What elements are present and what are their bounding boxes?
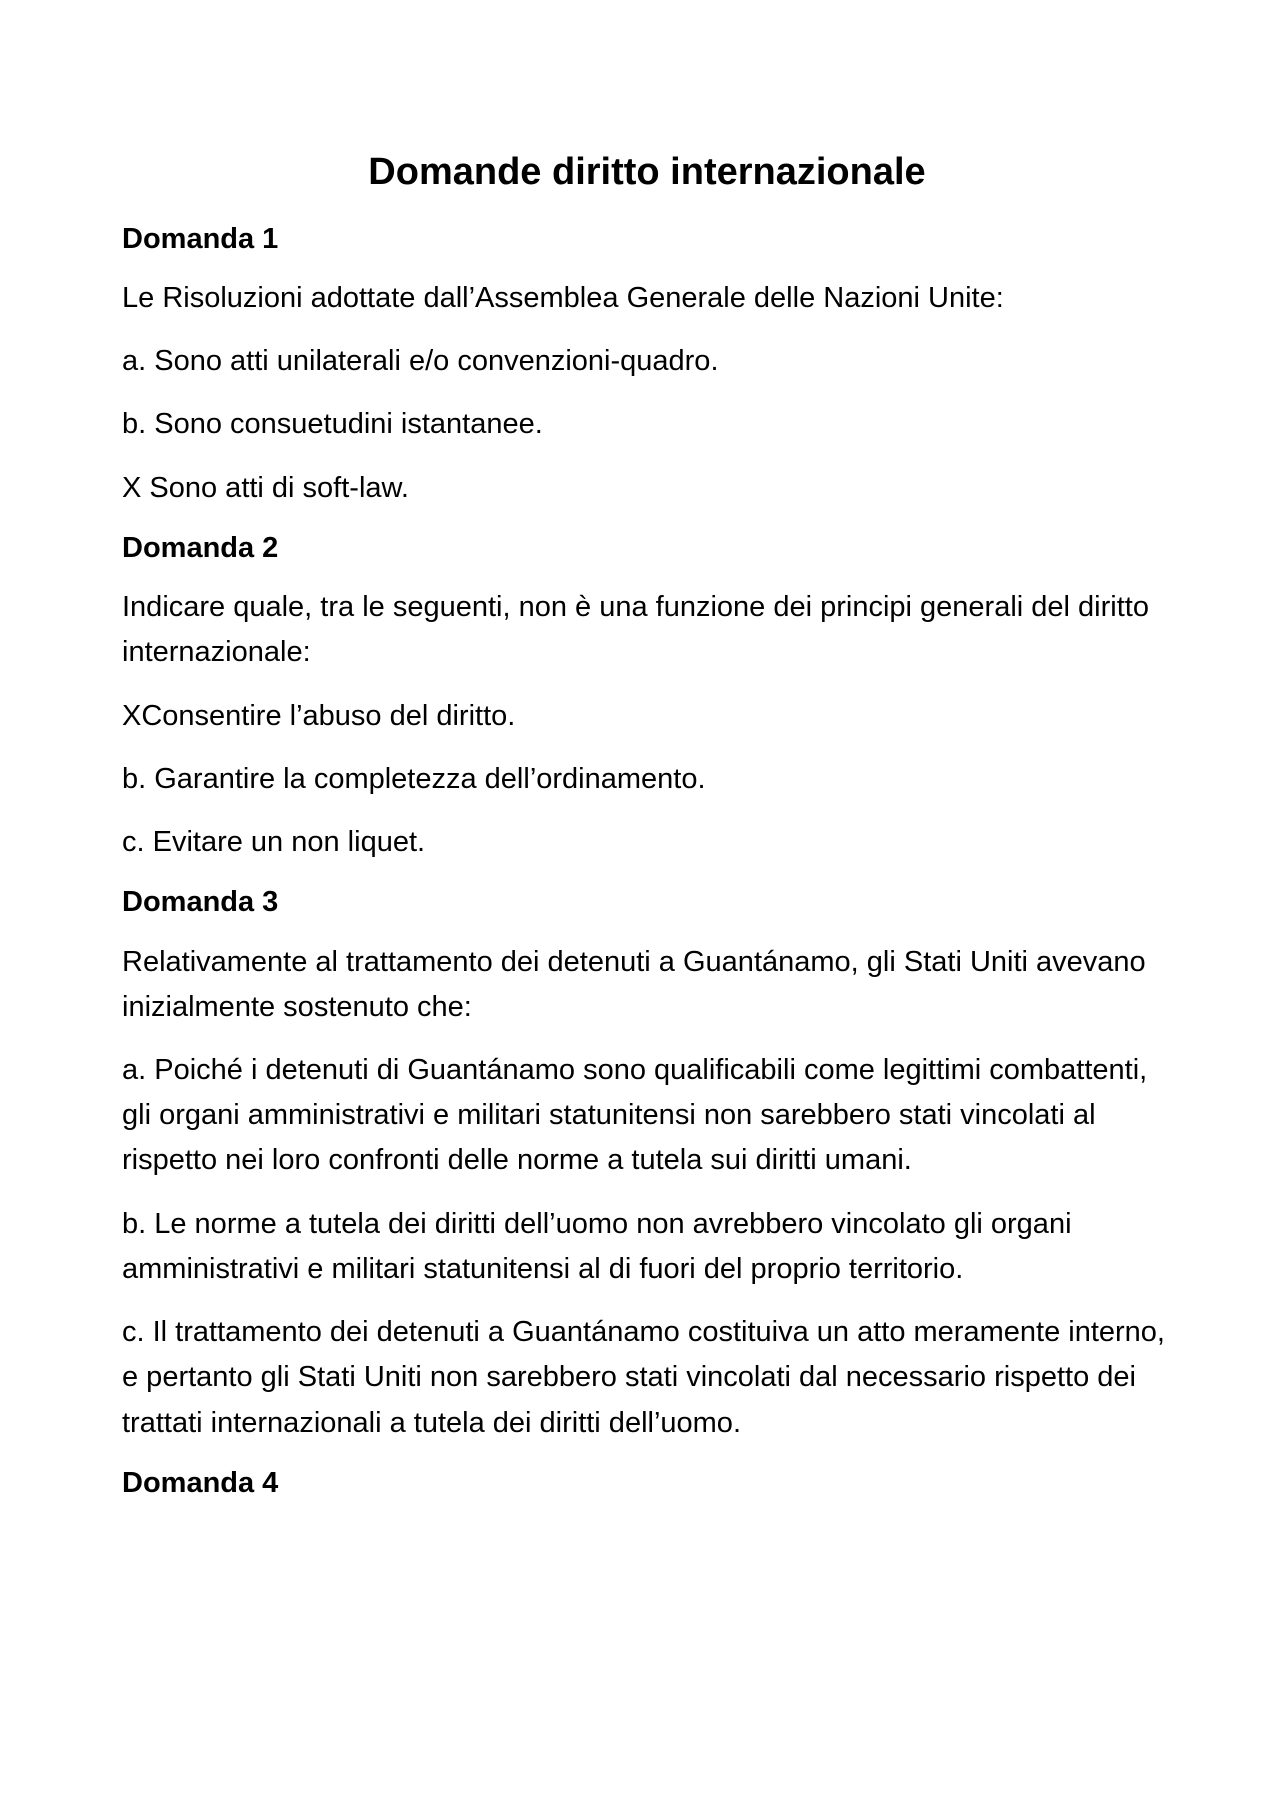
answer-option: b. Garantire la completezza dell’ordinamento. — [122, 762, 706, 795]
question-prompt: Relativamente al trattamento dei detenuti a Guantánamo, gli Stati Uniti avevano inizialmente sostenuto che: — [122, 945, 1146, 1023]
question-3 — [122, 883, 1172, 1446]
question-heading: Domanda 2 — [122, 531, 279, 564]
document-title: Domande diritto internazionale — [368, 151, 926, 193]
answer-option-marked: XConsentire l’abuso del diritto. — [122, 699, 516, 732]
question-prompt: Indicare quale, tra le seguenti, non è una funzione dei principi generali del diritto internazionale: — [122, 591, 1149, 669]
answer-option: a. Sono atti unilaterali e/o convenzioni-quadro. — [122, 345, 719, 378]
question-2 — [122, 529, 1172, 865]
question-4 — [122, 1464, 1172, 1502]
question-heading: Domanda 3 — [122, 886, 279, 919]
document-body — [122, 150, 1172, 1520]
answer-option: c. Il trattamento dei detenuti a Guantánamo costituiva un atto meramente interno, e pertanto gli Stati Uniti non sarebbero stati vincolati dal necessario rispetto dei trattati internazionali a tutela dei diritti dell’uomo. — [122, 1316, 1165, 1439]
answer-option: b. Le norme a tutela dei diritti dell’uomo non avrebbero vincolato gli organi amministrativi e militari statunitensi al di fuori del proprio territorio. — [122, 1207, 1072, 1285]
question-heading: Domanda 4 — [122, 1466, 279, 1499]
question-1 — [122, 220, 1172, 511]
answer-option-marked: X Sono atti di soft-law. — [122, 471, 409, 504]
answer-option: b. Sono consuetudini istantanee. — [122, 408, 543, 441]
question-heading: Domanda 1 — [122, 222, 279, 255]
answer-option: a. Poiché i detenuti di Guantánamo sono qualificabili come legittimi combattenti, gli organi amministrativi e militari statunitensi non sarebbero stati vincolati al rispetto nei loro confronti delle norme a tutela sui diritti umani. — [122, 1053, 1148, 1177]
question-prompt: Le Risoluzioni adottate dall’Assemblea Generale delle Nazioni Unite: — [122, 281, 1004, 314]
answer-option: c. Evitare un non liquet. — [122, 826, 426, 858]
